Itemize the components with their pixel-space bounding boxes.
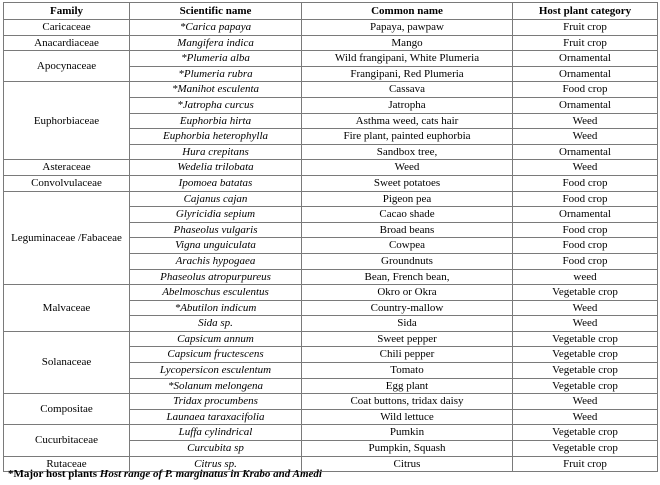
table-row	[4, 175, 658, 191]
host-category-cell: Ornamental	[513, 97, 658, 113]
scientific-name-cell: Citrus sp.	[130, 456, 302, 472]
scientific-name-cell: *Manihot esculenta	[130, 82, 302, 98]
host-category-cell: Weed	[513, 316, 658, 332]
table-row	[4, 160, 658, 176]
family-cell: Compositae	[4, 394, 130, 425]
scientific-name-cell: Cajanus cajan	[130, 191, 302, 207]
host-category-cell: Vegetable crop	[513, 347, 658, 363]
scientific-name-cell: Glyricidia sepium	[130, 207, 302, 223]
scientific-name-cell: Phaseolus vulgaris	[130, 222, 302, 238]
column-header-common-name: Common name	[302, 3, 513, 20]
common-name-cell: Groundnuts	[302, 253, 513, 269]
host-category-cell: Weed	[513, 129, 658, 145]
host-category-cell: Weed	[513, 394, 658, 410]
host-category-cell: Fruit crop	[513, 456, 658, 472]
host-category-cell: Vegetable crop	[513, 363, 658, 379]
scientific-name-cell: Capsicum fructescens	[130, 347, 302, 363]
family-cell: Euphorbiaceae	[4, 82, 130, 160]
family-cell: Malvaceae	[4, 285, 130, 332]
scientific-name-cell: *Plumeria rubra	[130, 66, 302, 82]
scientific-name-cell: Tridax procumbens	[130, 394, 302, 410]
scientific-name-cell: *Jatropha curcus	[130, 97, 302, 113]
table-row	[4, 51, 658, 67]
host-category-cell: Ornamental	[513, 51, 658, 67]
table-row	[4, 331, 658, 347]
scientific-name-cell: Euphorbia heterophylla	[130, 129, 302, 145]
common-name-cell: Cacao shade	[302, 207, 513, 223]
common-name-cell: Sandbox tree,	[302, 144, 513, 160]
footnote-caption: Host range of P. marginatus in Krabo and Amedi	[99, 468, 322, 480]
table-row	[4, 82, 658, 98]
host-category-cell: Weed	[513, 113, 658, 129]
family-cell: Apocynaceae	[4, 51, 130, 82]
common-name-cell: Papaya, pawpaw	[302, 20, 513, 36]
scientific-name-cell: *Plumeria alba	[130, 51, 302, 67]
host-category-cell: Vegetable crop	[513, 331, 658, 347]
table-row	[4, 425, 658, 441]
table-body	[4, 20, 658, 472]
common-name-cell: Egg plant	[302, 378, 513, 394]
host-range-table	[3, 2, 658, 472]
scientific-name-cell: Wedelia trilobata	[130, 160, 302, 176]
family-cell: Caricaceae	[4, 20, 130, 36]
common-name-cell: Weed	[302, 160, 513, 176]
host-category-cell: Vegetable crop	[513, 425, 658, 441]
common-name-cell: Pumkin	[302, 425, 513, 441]
common-name-cell: Coat buttons, tridax daisy	[302, 394, 513, 410]
table-row	[4, 394, 658, 410]
host-category-cell: weed	[513, 269, 658, 285]
host-category-cell: Food crop	[513, 238, 658, 254]
host-category-cell: Food crop	[513, 175, 658, 191]
table-row	[4, 191, 658, 207]
scientific-name-cell: Lycopersicon esculentum	[130, 363, 302, 379]
common-name-cell: Wild frangipani, White Plumeria	[302, 51, 513, 67]
family-cell: Asteraceae	[4, 160, 130, 176]
common-name-cell: Broad beans	[302, 222, 513, 238]
column-header-family: Family	[4, 3, 130, 20]
column-header-host-category: Host plant category	[513, 3, 658, 20]
host-category-cell: Food crop	[513, 191, 658, 207]
common-name-cell: Pumpkin, Squash	[302, 441, 513, 457]
scientific-name-cell: *Abutilon indicum	[130, 300, 302, 316]
scientific-name-cell: Vigna unguiculata	[130, 238, 302, 254]
host-category-cell: Food crop	[513, 222, 658, 238]
common-name-cell: Bean, French bean,	[302, 269, 513, 285]
footnote-major-hosts: *Major host plants	[8, 468, 100, 480]
host-category-cell: Vegetable crop	[513, 285, 658, 301]
host-category-cell: Fruit crop	[513, 20, 658, 36]
family-cell: Leguminaceae /Fabaceae	[4, 191, 130, 285]
scientific-name-cell: Luffa cylindrical	[130, 425, 302, 441]
footnote	[8, 468, 322, 480]
host-category-cell: Weed	[513, 160, 658, 176]
host-category-cell: Vegetable crop	[513, 378, 658, 394]
common-name-cell: Tomato	[302, 363, 513, 379]
common-name-cell: Cassava	[302, 82, 513, 98]
common-name-cell: Mango	[302, 35, 513, 51]
scientific-name-cell: Hura crepitans	[130, 144, 302, 160]
family-cell: Solanaceae	[4, 331, 130, 393]
scientific-name-cell: Phaseolus atropurpureus	[130, 269, 302, 285]
scientific-name-cell: *Solanum melongena	[130, 378, 302, 394]
host-category-cell: Ornamental	[513, 207, 658, 223]
common-name-cell: Pigeon pea	[302, 191, 513, 207]
scientific-name-cell: Euphorbia hirta	[130, 113, 302, 129]
scientific-name-cell: Abelmoschus esculentus	[130, 285, 302, 301]
column-header-scientific-name: Scientific name	[130, 3, 302, 20]
common-name-cell: Asthma weed, cats hair	[302, 113, 513, 129]
scientific-name-cell: Curcubita sp	[130, 441, 302, 457]
host-category-cell: Ornamental	[513, 144, 658, 160]
scientific-name-cell: Ipomoea batatas	[130, 175, 302, 191]
common-name-cell: Wild lettuce	[302, 409, 513, 425]
host-category-cell: Ornamental	[513, 66, 658, 82]
host-category-cell: Weed	[513, 300, 658, 316]
scientific-name-cell: Arachis hypogaea	[130, 253, 302, 269]
common-name-cell: Frangipani, Red Plumeria	[302, 66, 513, 82]
family-cell: Anacardiaceae	[4, 35, 130, 51]
host-category-cell: Weed	[513, 409, 658, 425]
host-category-cell: Food crop	[513, 253, 658, 269]
table-row	[4, 35, 658, 51]
common-name-cell: Fire plant, painted euphorbia	[302, 129, 513, 145]
common-name-cell: Citrus	[302, 456, 513, 472]
common-name-cell: Country-mallow	[302, 300, 513, 316]
scientific-name-cell: Launaea taraxacifolia	[130, 409, 302, 425]
common-name-cell: Sida	[302, 316, 513, 332]
family-cell: Cucurbitaceae	[4, 425, 130, 456]
common-name-cell: Sweet pepper	[302, 331, 513, 347]
common-name-cell: Sweet potatoes	[302, 175, 513, 191]
host-category-cell: Vegetable crop	[513, 441, 658, 457]
table-row	[4, 20, 658, 36]
family-cell: Convolvulaceae	[4, 175, 130, 191]
scientific-name-cell: *Carica papaya	[130, 20, 302, 36]
scientific-name-cell: Capsicum annum	[130, 331, 302, 347]
scientific-name-cell: Mangifera indica	[130, 35, 302, 51]
host-category-cell: Food crop	[513, 82, 658, 98]
common-name-cell: Chili pepper	[302, 347, 513, 363]
scientific-name-cell: Sida sp.	[130, 316, 302, 332]
header-row	[4, 3, 658, 20]
host-category-cell: Fruit crop	[513, 35, 658, 51]
common-name-cell: Cowpea	[302, 238, 513, 254]
family-cell: Rutaceae	[4, 456, 130, 472]
table-row	[4, 285, 658, 301]
common-name-cell: Jatropha	[302, 97, 513, 113]
common-name-cell: Okro or Okra	[302, 285, 513, 301]
